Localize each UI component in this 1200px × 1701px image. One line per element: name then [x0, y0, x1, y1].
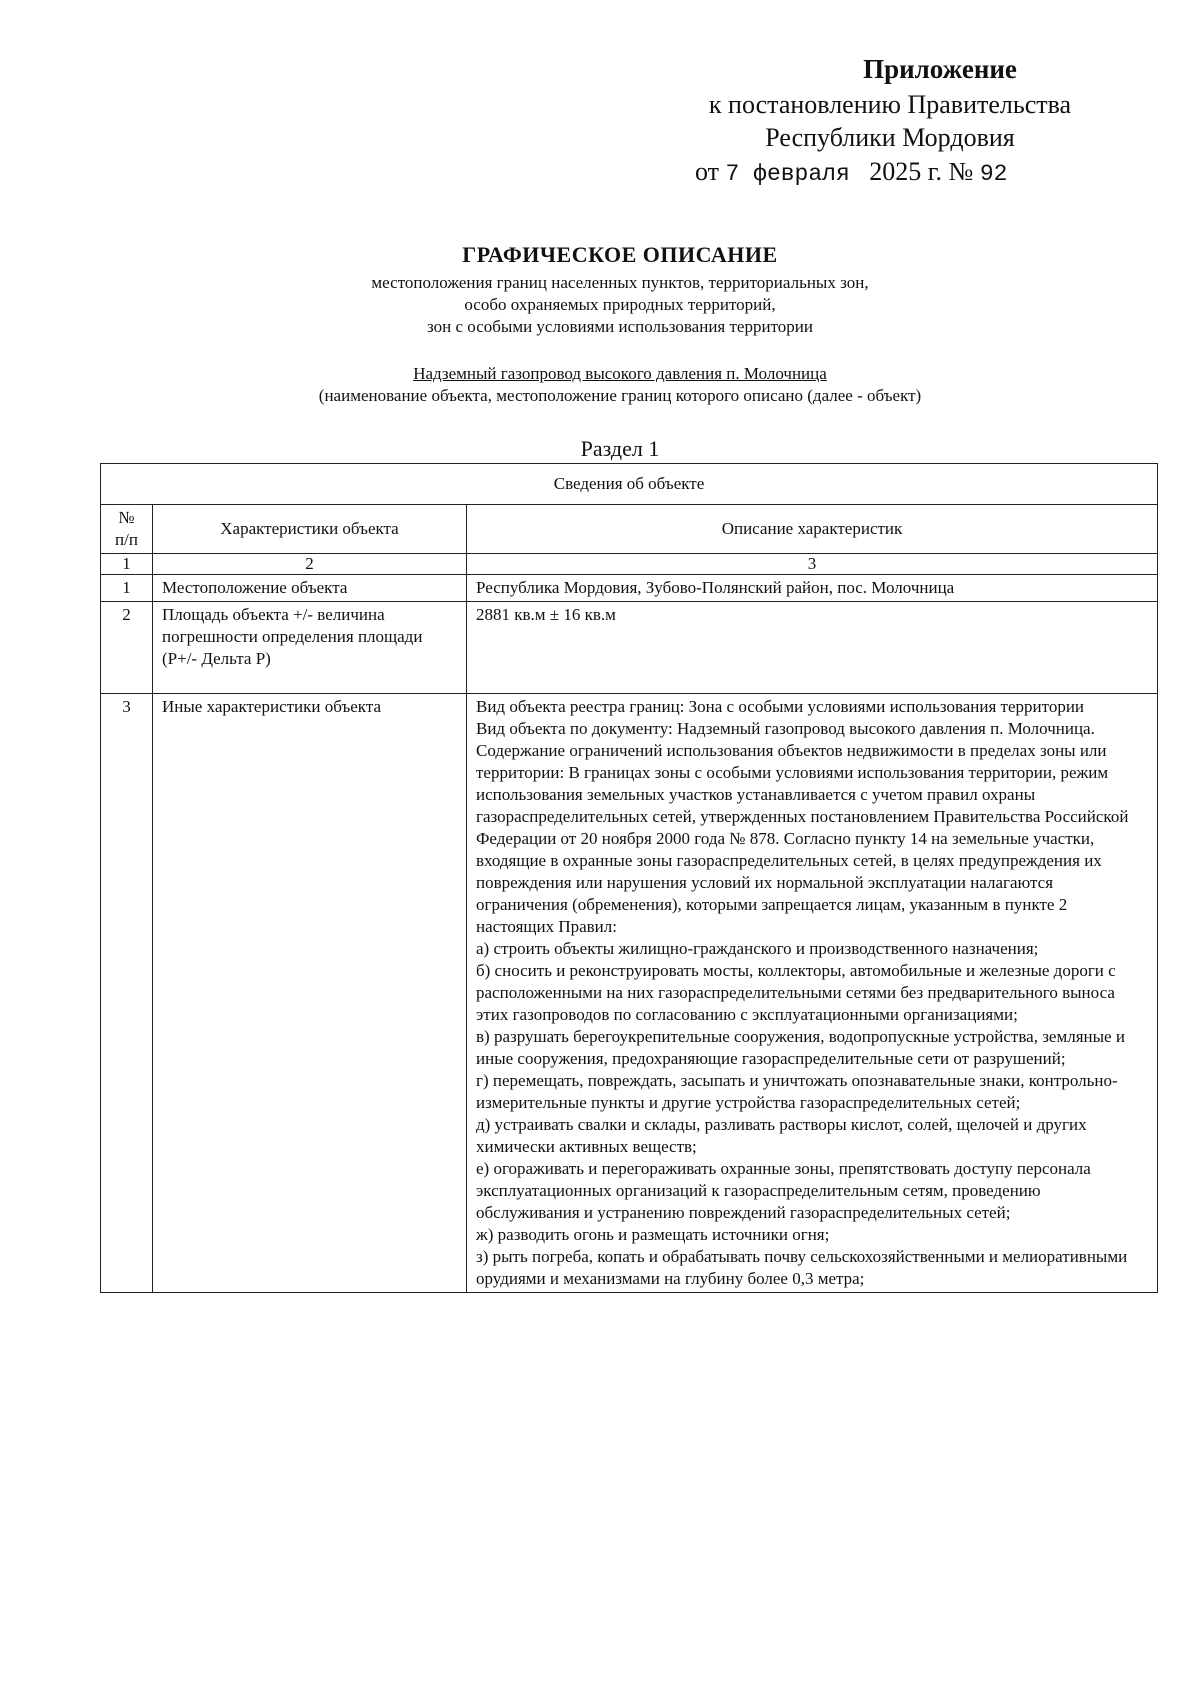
appendix-header: [675, 50, 1105, 192]
row-number: 3: [101, 694, 153, 1293]
table-row: [101, 602, 1158, 694]
row-characteristic: Иные характеристики объекта: [153, 694, 467, 1293]
document-title: ГРАФИЧЕСКОЕ ОПИСАНИЕ: [462, 242, 778, 267]
date-day-month: 7 февраля: [725, 161, 850, 187]
row-characteristic: Местоположение объекта: [153, 575, 467, 602]
description-line: в) разрушать берегоукрепительные сооружения, водопропускные устройства, земляные и иные сооружения, предохраняющие газораспределительные сети от разрушений;: [476, 1027, 1125, 1068]
object-name: Надземный газопровод высокого давления п. Молочница: [413, 364, 827, 383]
description-line: ж) разводить огонь и размещать источники огня;: [476, 1225, 830, 1244]
section-title: Раздел 1: [580, 436, 660, 461]
description-line: б) сносить и реконструировать мосты, коллекторы, автомобильные и железные дороги с расположенными на них газораспределительными сетями без предварительного выноса этих газопроводов по согласованию с эксплуатационными организациями;: [476, 961, 1116, 1024]
row-description: [467, 694, 1158, 1293]
object-note: (наименование объекта, местоположение границ которого описано (далее - объект): [318, 386, 922, 405]
table-row: [101, 575, 1158, 602]
table-row: [101, 694, 1158, 1293]
row-description: [467, 602, 1158, 694]
description-line: е) огораживать и перегораживать охранные зоны, препятствовать доступу персонала эксплуатационных организаций к газораспределительным сетям, проведению обслуживания и устранению повреждений газораспределительных сетей;: [476, 1159, 1091, 1222]
table-caption: Сведения об объекте: [101, 464, 1158, 505]
appendix-line-2: Республики Мордовия: [765, 123, 1015, 152]
header-number: № п/п: [101, 505, 153, 554]
description-line: г) перемещать, повреждать, засыпать и уничтожать опознавательные знаки, контрольно-измерительные пункты и другие устройства газораспределительных сетей;: [476, 1071, 1118, 1112]
row-characteristic: Площадь объекта +/- величина погрешности определения площади (P+/- Дельта P): [153, 602, 467, 694]
header-characteristic: Характеристики объекта: [153, 505, 467, 554]
description-line: Вид объекта по документу: Надземный газопровод высокого давления п. Молочница.: [476, 719, 1095, 738]
date-prefix: от: [695, 157, 720, 186]
appendix-line-1: к постановлению Правительства: [708, 90, 1072, 119]
column-number: 1: [101, 554, 153, 575]
document-subtitle-line: особо охраняемых природных территорий,: [464, 295, 776, 314]
description-line: Республика Мордовия, Зубово-Полянский район, пос. Молочница: [476, 578, 955, 597]
description-line: з) рыть погреба, копать и обрабатывать почву сельскохозяйственными и мелиоративными орудиями и механизмами на глубину более 0,3 метра;: [476, 1247, 1128, 1288]
row-number: 1: [101, 575, 153, 602]
header-description: Описание характеристик: [467, 505, 1158, 554]
object-info-table: [100, 463, 1158, 1293]
description-line: д) устраивать свалки и склады, разливать растворы кислот, солей, щелочей и других химически активных веществ;: [476, 1115, 1087, 1156]
description-line: Содержание ограничений использования объектов недвижимости в пределах зоны или территории: В границах зоны с особыми условиями использования территории, режим использования земельных участков устанавливается с учетом правил охраны газораспределительных сетей, утвержденных постановлением Правительства Российской Федерации от 20 ноября 2000 года № 878. Согласно пункту 14 на земельные участки, входящие в охранные зоны газораспределительных сетей, в целях предупреждения их повреждения или нарушения условий их нормальной эксплуатации налагаются ограничения (обременения), которыми запрещается лицам, указанным в пункте 2 настоящих Правил:: [476, 741, 1129, 936]
row-description: [467, 575, 1158, 602]
document-subtitle-line: зон с особыми условиями использования территории: [427, 317, 813, 336]
date-number: 92: [979, 161, 1008, 187]
date-year: 2025 г. №: [869, 157, 974, 186]
description-line: 2881 кв.м ± 16 кв.м: [476, 605, 616, 624]
column-number: 3: [467, 554, 1158, 575]
description-line: Вид объекта реестра границ: Зона с особыми условиями использования территории: [476, 697, 1085, 716]
row-number: 2: [101, 602, 153, 694]
description-line: а) строить объекты жилищно-гражданского и производственного назначения;: [476, 939, 1039, 958]
appendix-date: [675, 154, 1105, 192]
column-number: 2: [153, 554, 467, 575]
document-subtitle-line: местоположения границ населенных пунктов, территориальных зон,: [371, 273, 869, 292]
appendix-title: Приложение: [863, 54, 1017, 84]
